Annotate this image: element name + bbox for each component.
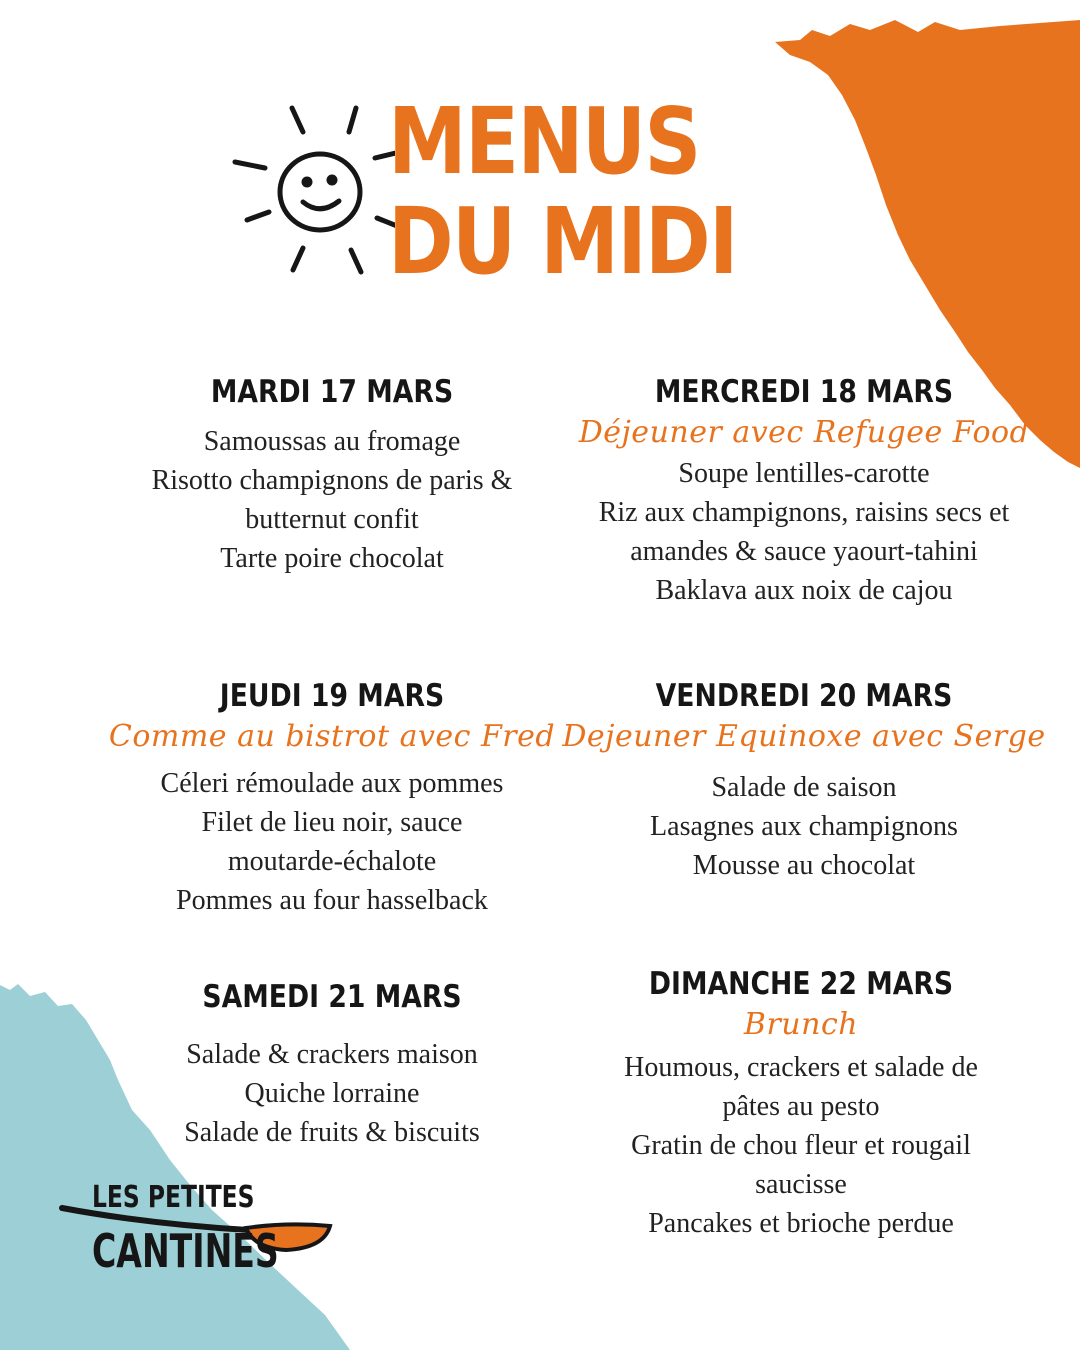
day-title: VENDREDI 20 MARS	[655, 678, 953, 714]
menu-item: Houmous, crackers et salade de	[624, 1052, 978, 1083]
day-title: JEUDI 19 MARS	[219, 678, 445, 714]
logo-line-2: CANTINES	[92, 1224, 279, 1278]
menu-item: Baklava aux noix de cajou	[655, 575, 953, 606]
menu-item: Lasagnes aux champignons	[650, 811, 958, 842]
menu-items	[82, 422, 582, 578]
menu-item: butternut confit	[245, 504, 419, 535]
menu-items	[82, 764, 582, 920]
menu-item: Riz aux champignons, raisins secs et	[598, 497, 1010, 528]
menu-item: pâtes au pesto	[722, 1091, 880, 1122]
title-line-1: MENUS	[388, 88, 700, 195]
menu-items	[554, 454, 1054, 610]
menu-item: Gratin de chou fleur et rougail	[631, 1130, 971, 1161]
menu-item: Risotto champignons de paris &	[151, 465, 513, 496]
menu-items	[82, 1035, 582, 1152]
menu-item: Mousse au chocolat	[692, 850, 916, 881]
day-title: MARDI 17 MARS	[210, 374, 454, 410]
day-title: DIMANCHE 22 MARS	[648, 966, 954, 1002]
menu-item: Tarte poire chocolat	[220, 543, 444, 574]
day-subtitle: Déjeuner avec Refugee Food	[578, 415, 1030, 450]
menu-item: moutarde-échalote	[227, 846, 437, 877]
day-title: MERCREDI 18 MARS	[654, 374, 954, 410]
day-subtitle: Dejeuner Equinoxe avec Serge	[562, 719, 1046, 754]
title-line-2: DU MIDI	[388, 188, 737, 295]
menu-item: Pommes au four hasselback	[176, 885, 488, 916]
menu-items	[551, 1048, 1051, 1243]
day-block-vendredi	[554, 676, 1054, 885]
day-subtitle: Comme au bistrot avec Fred	[108, 719, 556, 754]
menu-item: Soupe lentilles-carotte	[678, 458, 930, 489]
menu-item: amandes & sauce yaourt-tahini	[630, 536, 978, 567]
menu-item: Filet de lieu noir, sauce	[201, 807, 463, 838]
day-block-samedi	[82, 977, 582, 1152]
menu-item: Salade de saison	[711, 772, 897, 803]
menu-item: Samoussas au fromage	[203, 426, 461, 457]
menu-item: saucisse	[755, 1169, 847, 1200]
menu-item: Pancakes et brioche perdue	[648, 1208, 954, 1239]
menu-item: Quiche lorraine	[244, 1078, 420, 1109]
menu-item: Céleri rémoulade aux pommes	[160, 768, 504, 799]
day-block-mardi	[82, 372, 582, 578]
day-block-mercredi	[554, 372, 1054, 610]
menu-item: Salade & crackers maison	[186, 1039, 478, 1070]
day-block-jeudi	[82, 676, 582, 920]
menu-items	[554, 768, 1054, 885]
menu-item: Salade de fruits & biscuits	[184, 1117, 480, 1148]
logo-line-1: LES PETITES	[92, 1180, 255, 1215]
page-title	[388, 88, 737, 295]
day-title: SAMEDI 21 MARS	[202, 979, 462, 1015]
smiling-sun-icon	[225, 100, 395, 280]
day-block-dimanche	[551, 964, 1051, 1243]
day-subtitle: Brunch	[743, 1007, 859, 1042]
